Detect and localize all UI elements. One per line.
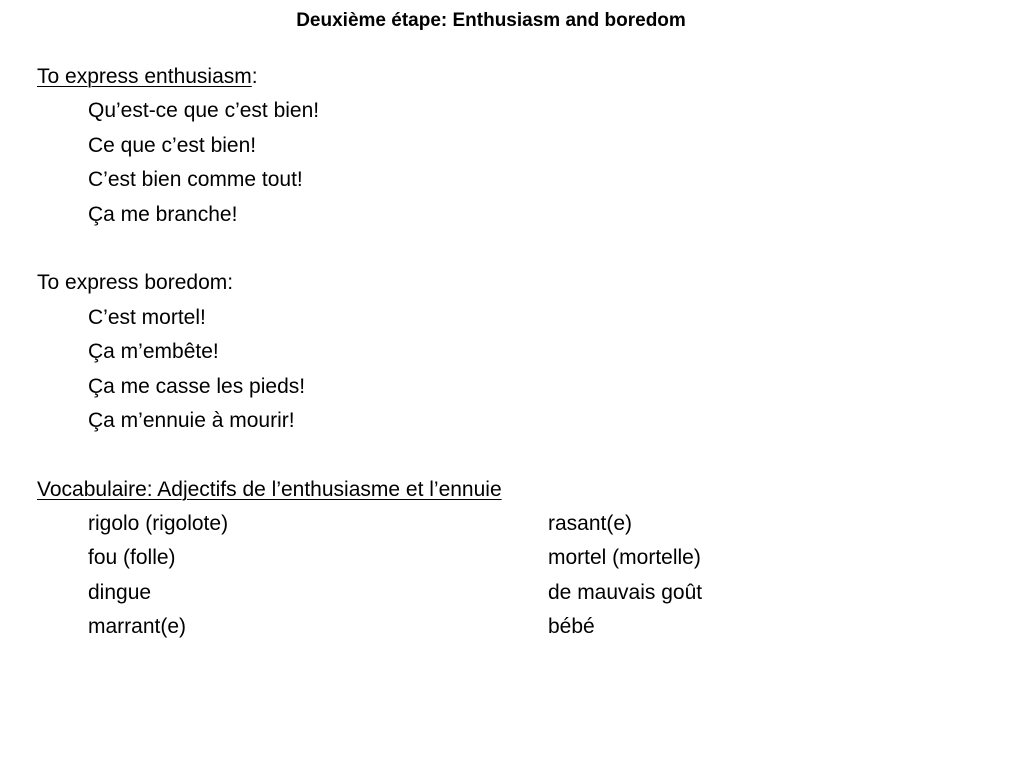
vocabulary-enthusiasm-adjective: dingue: [88, 580, 152, 604]
enthusiasm-phrase: C’est bien comme tout!: [88, 168, 303, 192]
boredom-phrase: Ça m’ennuie à mourir!: [88, 408, 295, 432]
enthusiasm-phrase: Qu’est-ce que c’est bien!: [88, 99, 320, 123]
spacer: [37, 438, 997, 472]
vocabulary-heading-line: [37, 473, 997, 507]
vocabulary-enthusiasm-adjective: marrant(e): [88, 615, 187, 639]
vocabulary-boredom-adjective: rasant(e): [548, 512, 633, 536]
boredom-heading: To express boredom:: [37, 271, 234, 295]
enthusiasm-heading-line: [37, 60, 997, 94]
enthusiasm-phrase: Ça me branche!: [88, 202, 238, 226]
vocabulary-row: [37, 541, 997, 575]
vocabulary-row: [37, 507, 997, 541]
enthusiasm-heading: To express enthusiasm: [37, 65, 252, 88]
boredom-phrase: C’est mortel!: [88, 305, 206, 329]
vocabulary-enthusiasm-adjective: fou (folle): [88, 546, 176, 570]
slide-content: [37, 60, 997, 645]
boredom-phrase: Ça me casse les pieds!: [88, 374, 306, 398]
enthusiasm-phrase: Ce que c’est bien!: [88, 133, 257, 157]
vocabulary-row: [37, 576, 997, 610]
vocabulary-boredom-adjective: bébé: [548, 615, 595, 639]
slide-title: Deuxième étape: Enthusiasm and boredom: [296, 10, 686, 31]
spacer: [37, 232, 997, 266]
vocabulary-enthusiasm-adjective: rigolo (rigolote): [88, 512, 229, 536]
vocabulary-boredom-adjective: de mauvais goût: [548, 580, 703, 604]
enthusiasm-heading-colon: :: [251, 65, 258, 88]
vocabulary-heading: Vocabulaire: Adjectifs de l’enthusiasme et l’ennuie: [37, 477, 502, 501]
vocabulary-row: [37, 610, 997, 644]
vocabulary-boredom-adjective: mortel (mortelle): [548, 546, 701, 570]
boredom-phrase: Ça m’embête!: [88, 340, 219, 364]
